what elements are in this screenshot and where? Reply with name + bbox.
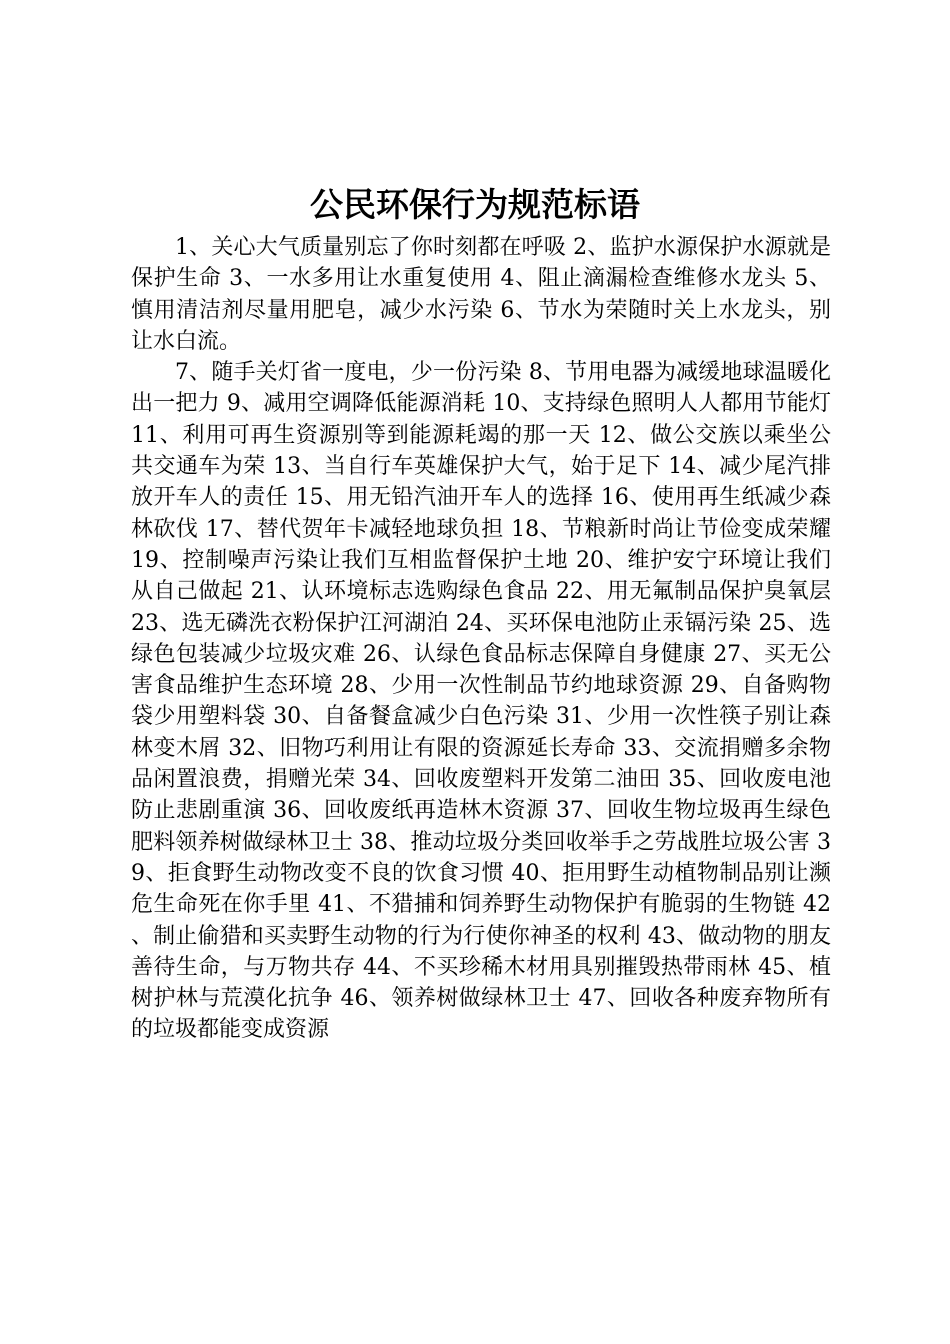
paragraph-1: 1、关心大气质量别忘了你时刻都在呼吸 2、监护水源保护水源就是保护生命 3、一水多用让水重复使用 4、阻止滴漏检查维修水龙头 5、慎用清洁剂尽量用肥皂，减少水污染 6、节水为荣随时关上水龙头，别让水白流。: [131, 235, 831, 354]
paragraph-2: 7、随手关灯省一度电，少一份污染 8、节用电器为减缓地球温暖化出一把力 9、减用空调降低能源消耗 10、支持绿色照明人人都用节能灯 11、利用可再生资源别等到能源耗竭的那一天 12、做公交族以乘坐公共交通车为荣 13、当自行车英雄保护大气，始于足下 14、减少尾汽排放开车人的责任 15、用无铅汽油开车人的选择 16、使用再生纸减少森林砍伐 17、替代贺年卡减轻地球负担 18、节粮新时尚让节俭变成荣耀 19、控制噪声污染让我们互相监督保护土地 20、维护安宁环境让我们从自己做起 21、认环境标志选购绿色食品 22、用无氟制品保护臭氧层 23、选无磷洗衣粉保护江河湖泊 24、买环保电池防止汞镉污染 25、选绿色包装减少垃圾灾难 26、认绿色食品标志保障自身健康 27、买无公害食品维护生态环境 28、少用一次性制品节约地球资源 29、自备购物袋少用塑料袋 30、自备餐盒减少白色污染 31、少用一次性筷子别让森林变木屑 32、旧物巧利用让有限的资源延长寿命 33、交流捐赠多余物品闲置浪费，捐赠光荣 34、回收废塑料开发第二油田 35、回收废电池防止悲剧重演 36、回收废纸再造林木资源 37、回收生物垃圾再生绿色肥料领养树做绿林卫士 38、推动垃圾分类回收举手之劳战胜垃圾公害 39、拒食野生动物改变不良的饮食习惯 40、拒用野生动植物制品别让濒危生命死在你手里 41、不猎捕和饲养野生动物保护有脆弱的生物链 42、制止偷猎和买卖野生动物的行为行使你神圣的权利 43、做动物的朋友善待生命，与万物共存 44、不买珍稀木材用具别摧毁热带雨林 45、植树护林与荒漠化抗争 46、领养树做绿林卫士 47、回收各种废弃物所有的垃圾都能变成资源: [131, 360, 831, 1043]
document-body: [131, 232, 831, 1046]
document-title: 公民环保行为规范标语: [310, 185, 640, 224]
